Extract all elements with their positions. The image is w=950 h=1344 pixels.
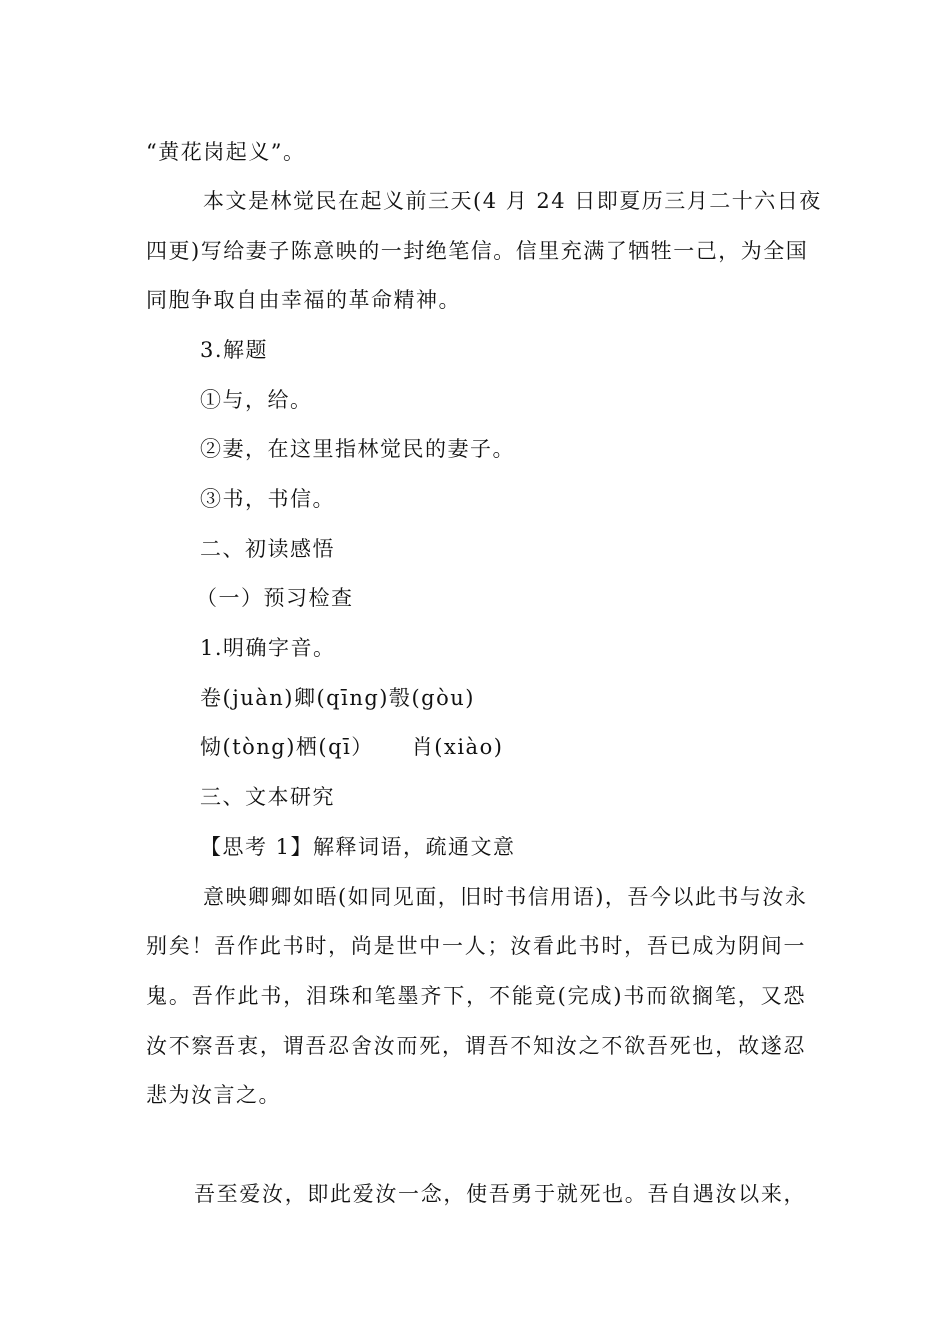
list-item-3: ③书，书信。 — [200, 487, 335, 511]
text-line-1: “黄花岗起义”。 — [146, 140, 306, 164]
letter-line-5: 悲为汝言之。 — [146, 1083, 281, 1107]
item-mingque-ziyin: 1.明确字音。 — [200, 636, 336, 660]
text-line-3: 四更)写给妻子陈意映的一封绝笔信。信里充满了牺牲一己，为全国 — [146, 239, 809, 263]
text-line-2: 本文是林觉民在起义前三天(4 月 24 日即夏历三月二十六日夜 — [203, 189, 822, 213]
list-item-2: ②妻，在这里指林觉民的妻子。 — [200, 437, 515, 461]
pinyin-line-2-part-1: 恸(tòng)栖(qī） — [200, 735, 374, 759]
letter-line-4: 汝不察吾衷，谓吾忍舍汝而死，谓吾不知汝之不欲吾死也，故遂忍 — [146, 1034, 806, 1058]
section-heading-wenben: 三、文本研究 — [200, 785, 335, 809]
thinking-prompt-1: 【思考 1】解释词语，疏通文意 — [200, 835, 516, 859]
letter-line-6: 吾至爱汝，即此爱汝一念，使吾勇于就死也。吾自遇汝以来， — [194, 1182, 806, 1206]
text-line-4: 同胞争取自由幸福的革命精神。 — [146, 288, 461, 312]
pinyin-line-2 — [200, 733, 503, 761]
list-item-1: ①与，给。 — [200, 388, 313, 412]
pinyin-line-2-part-2: 肖(xiào) — [411, 735, 504, 759]
pinyin-line-1: 卷(juàn)卿(qīng)彀(gòu) — [200, 686, 475, 710]
section-heading-jieti: 3.解题 — [200, 338, 269, 362]
letter-line-3: 鬼。吾作此书，泪珠和笔墨齐下，不能竟(完成)书而欲搁笔，又恐 — [146, 984, 806, 1008]
subsection-heading-yuxi: （一）预习检查 — [196, 586, 354, 610]
letter-line-2: 别矣！吾作此书时，尚是世中一人；汝看此书时，吾已成为阴间一 — [146, 934, 806, 958]
letter-line-1: 意映卿卿如晤(如同见面，旧时书信用语)，吾今以此书与汝永 — [203, 885, 808, 909]
section-heading-chudu: 二、初读感悟 — [200, 537, 335, 561]
